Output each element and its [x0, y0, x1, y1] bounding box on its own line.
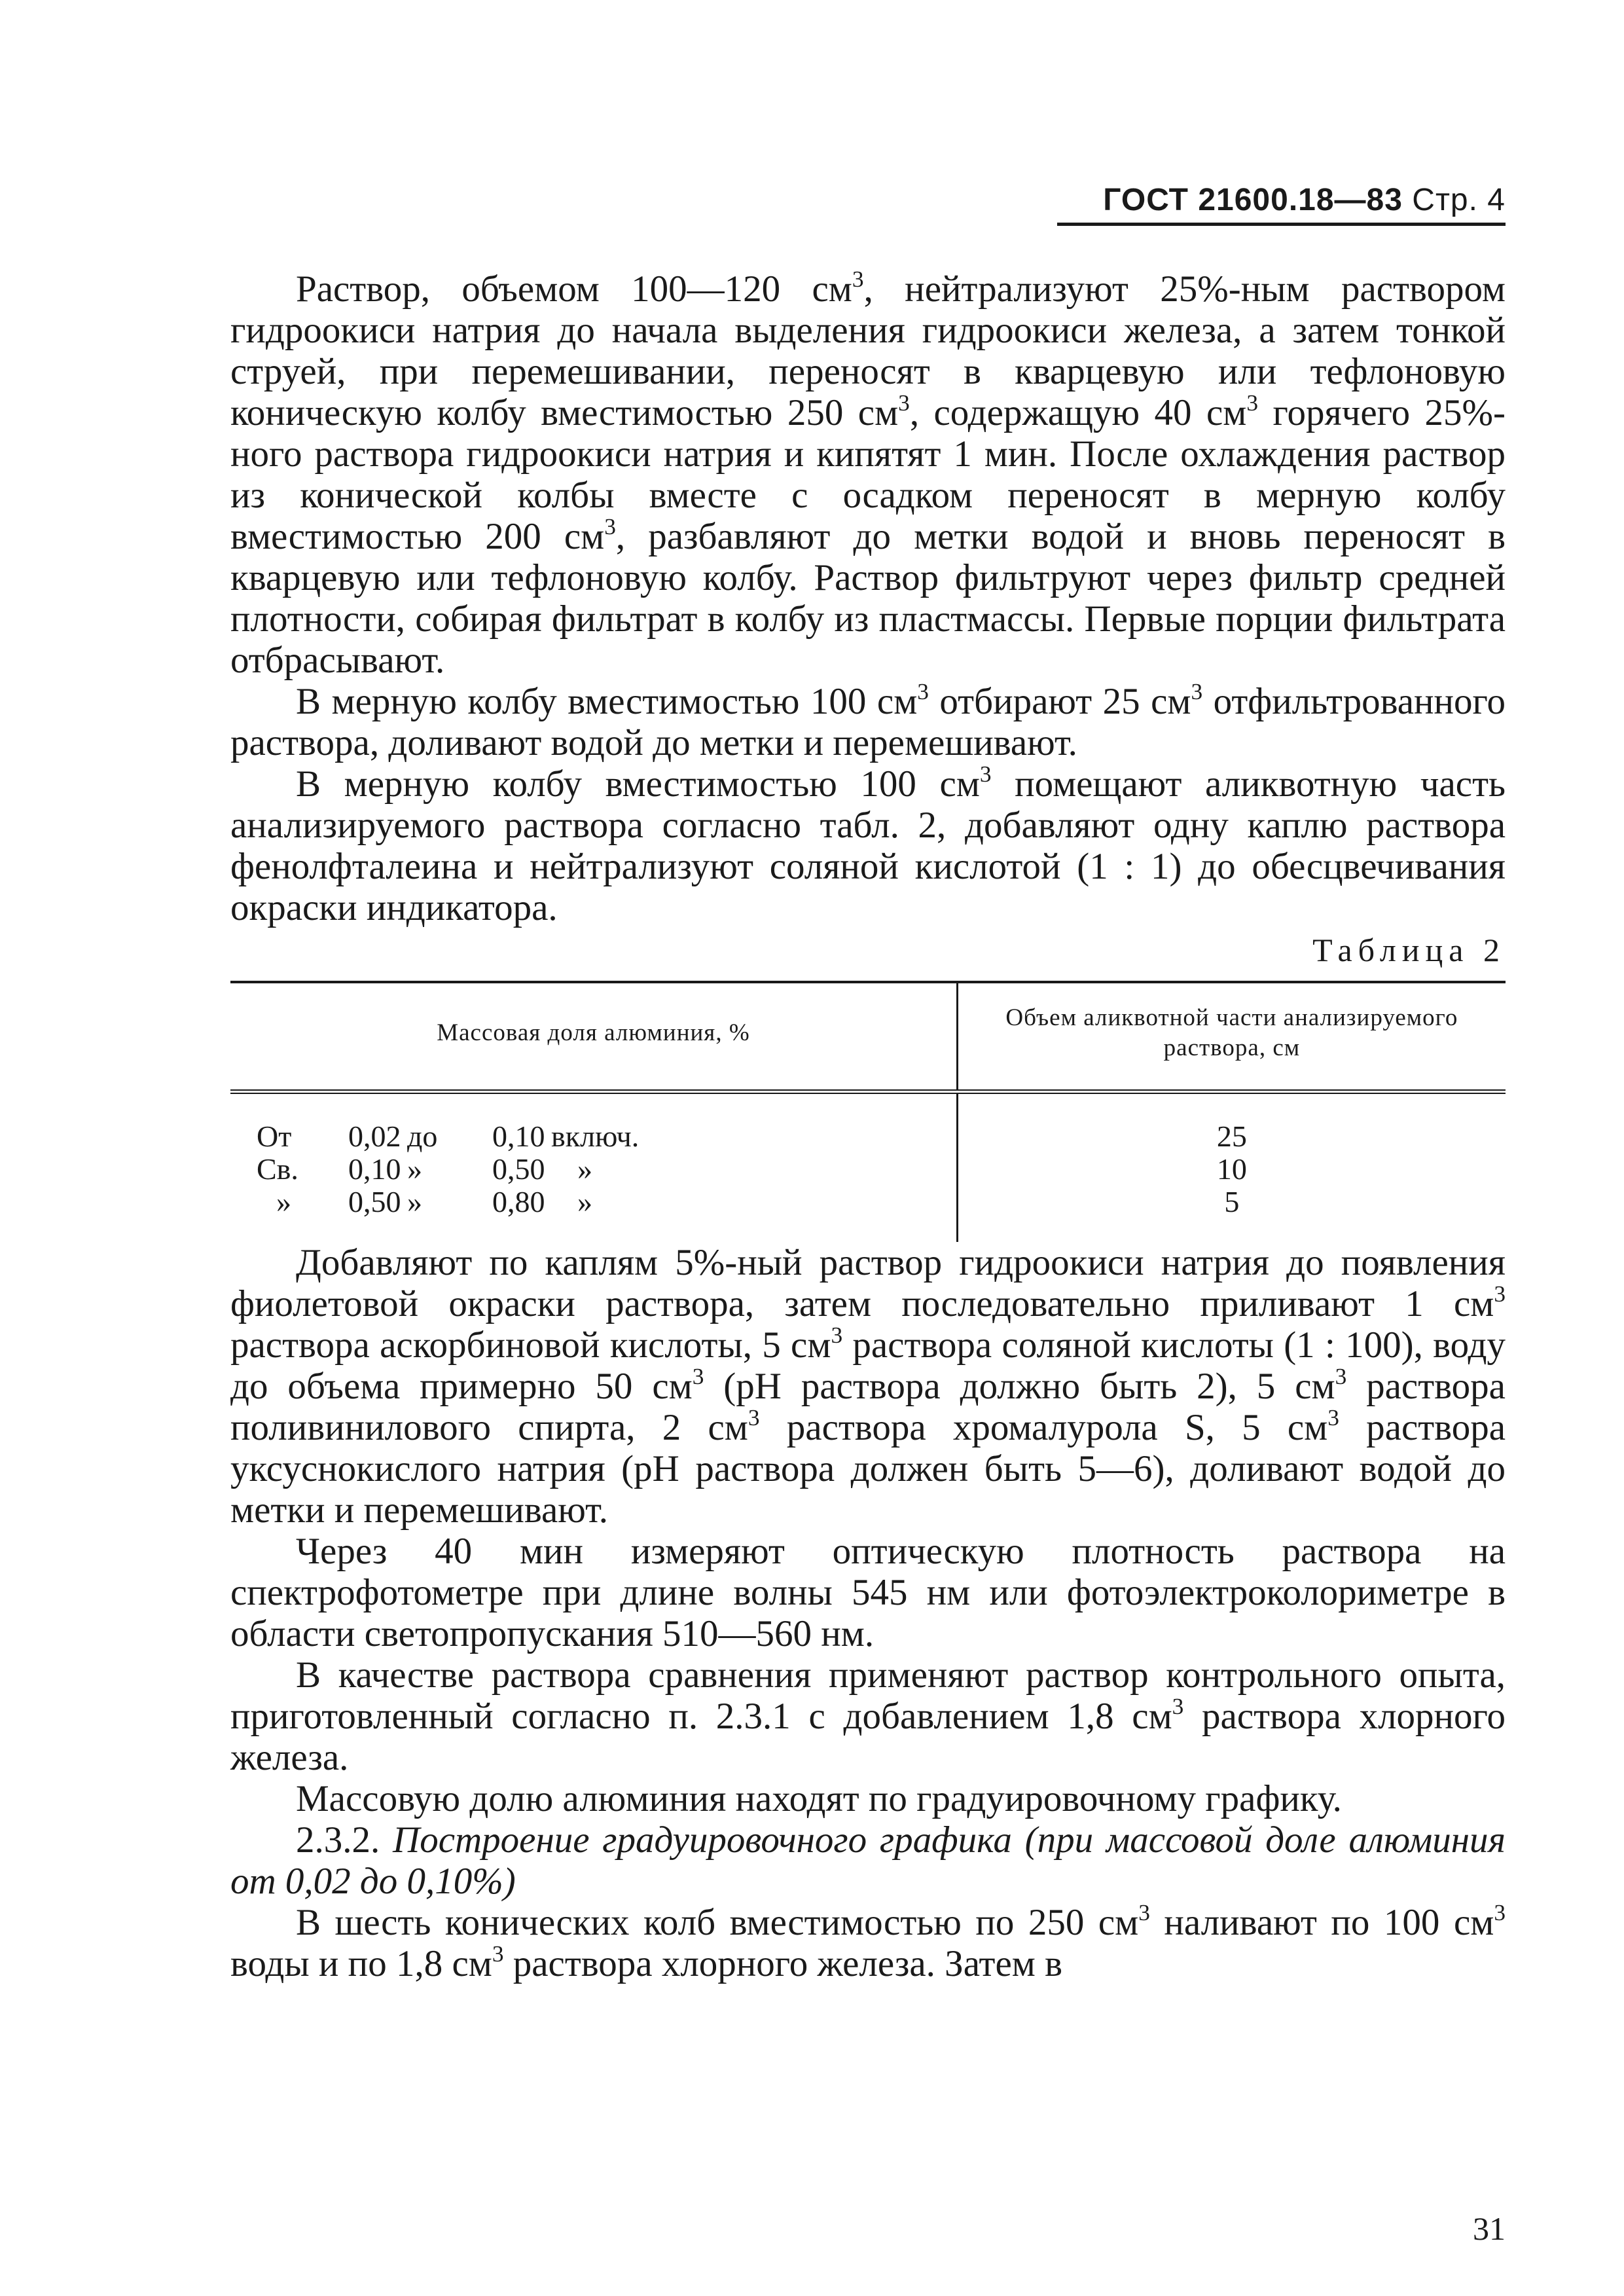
aliquot-table	[230, 981, 1506, 1242]
range-cell: » 0,50 » 0,80 »	[276, 1185, 592, 1218]
header-divider	[1057, 223, 1506, 226]
paragraph-graph-lookup: Массовую долю алюминия находят по градуировочному графику.	[296, 1778, 1342, 1819]
paragraph-calibration-start: В шесть конических колб вместимостью по 250 $см^3$ наливают по 100 $см^3$ воды и по 1,8 $см^3$ раствора хлорного железа. Затем в	[230, 1900, 1506, 1984]
table-row	[230, 1153, 1506, 1186]
table-header-mass-fraction: Массовая доля алюминия, %	[230, 982, 957, 1092]
header-page-label: Стр. 4	[1412, 183, 1506, 217]
volume-cell: 10	[1216, 1152, 1247, 1186]
paragraph-measurement: Через 40 мин измеряют оптическую плотность раствора на спектрофотометре при длине волны 545 нм или фотоэлектроколориметре в области светопропускания 510—560 нм.	[230, 1531, 1506, 1654]
range-cell: Св. 0,10 » 0,50 »	[257, 1152, 592, 1186]
page-header	[1047, 182, 1506, 218]
table-header-aliquot-volume: Объем аликвотной части анализируемого раствора, см	[957, 982, 1506, 1092]
table-row	[230, 1186, 1506, 1242]
table-caption: Таблица 2	[1312, 932, 1506, 968]
range-cell: От 0,02 до 0,10 включ.	[257, 1120, 640, 1153]
table-row	[230, 1092, 1506, 1154]
paragraph-neutralization: Раствор, объемом 100—120 $см^3$, нейтрализуют 25%-ным раствором гидроокиси натрия до начала выделения гидроокиси железа, а затем тонкой струей, при перемешивании, переносят в кварцевую или тефлоновую коническую колбу вместимостью 250 $см^3$, содержащую 40 $см^3$ горячего 25%-ного раствора гидроокиси натрия и кипятят 1 мин. После охлаждения раствор из конической колбы вместе с осадком переносят в мерную колбу вместимостью 200 $см^3$, разбавляют до метки водой и вновь переносят в кварцевую или тефлоновую колбу. Раствор фильтруют через фильтр средней плотности, собирая фильтрат в колбу из пластмассы. Первые порции фильтрата отбрасывают.	[230, 266, 1506, 681]
page-number: 31	[1473, 2210, 1506, 2247]
document-body	[230, 268, 1506, 1984]
standard-number: ГОСТ 21600.18—83	[1103, 183, 1403, 217]
paragraph-aliquot-filtered: В мерную колбу вместимостью 100 $см^3$ отбирают 25 $см^3$ отфильтрованного раствора, доливают водой до метки и перемешивают.	[230, 679, 1506, 763]
paragraph-aliquot-table-ref: В мерную колбу вместимостью 100 $см^3$ помещают аликвотную часть анализируемого раствора согласно табл. 2, добавляют одну каплю раствора фенолфталеина и нейтрализуют соляной кислотой (1 : 1) до обесцвечивания окраски индикатора.	[230, 761, 1506, 928]
section-heading-2-3-2: 2.3.2. Построение градуировочного графика (при массовой доле алюминия от 0,02 до 0,10%)	[230, 1819, 1506, 1902]
paragraph-reference-solution: В качестве раствора сравнения применяют раствор контрольного опыта, приготовленный согласно п. 2.3.1 с добавлением 1,8 $см^3$ раствора хлорного железа.	[230, 1654, 1506, 1778]
paragraph-reagents: Добавляют по каплям 5%-ный раствор гидроокиси натрия до появления фиолетовой окраски раствора, затем последовательно приливают 1 $см^3$ раствора аскорбиновой кислоты, 5 $см^3$ раствора соляной кислоты (1 : 100), воду до объема примерно 50 $см^3$ (pH раствора должно быть 2), 5 $см^3$ раствора поливинилового спирта, 2 $см^3$ раствора хромалурола S, 5 $см^3$ раствора уксуснокислого натрия (pH раствора должен быть 5—6), доливают водой до метки и перемешивают.	[230, 1242, 1506, 1531]
table-header-row	[230, 982, 1506, 1092]
volume-cell: 5	[1224, 1185, 1240, 1218]
volume-cell: 25	[1216, 1120, 1247, 1153]
